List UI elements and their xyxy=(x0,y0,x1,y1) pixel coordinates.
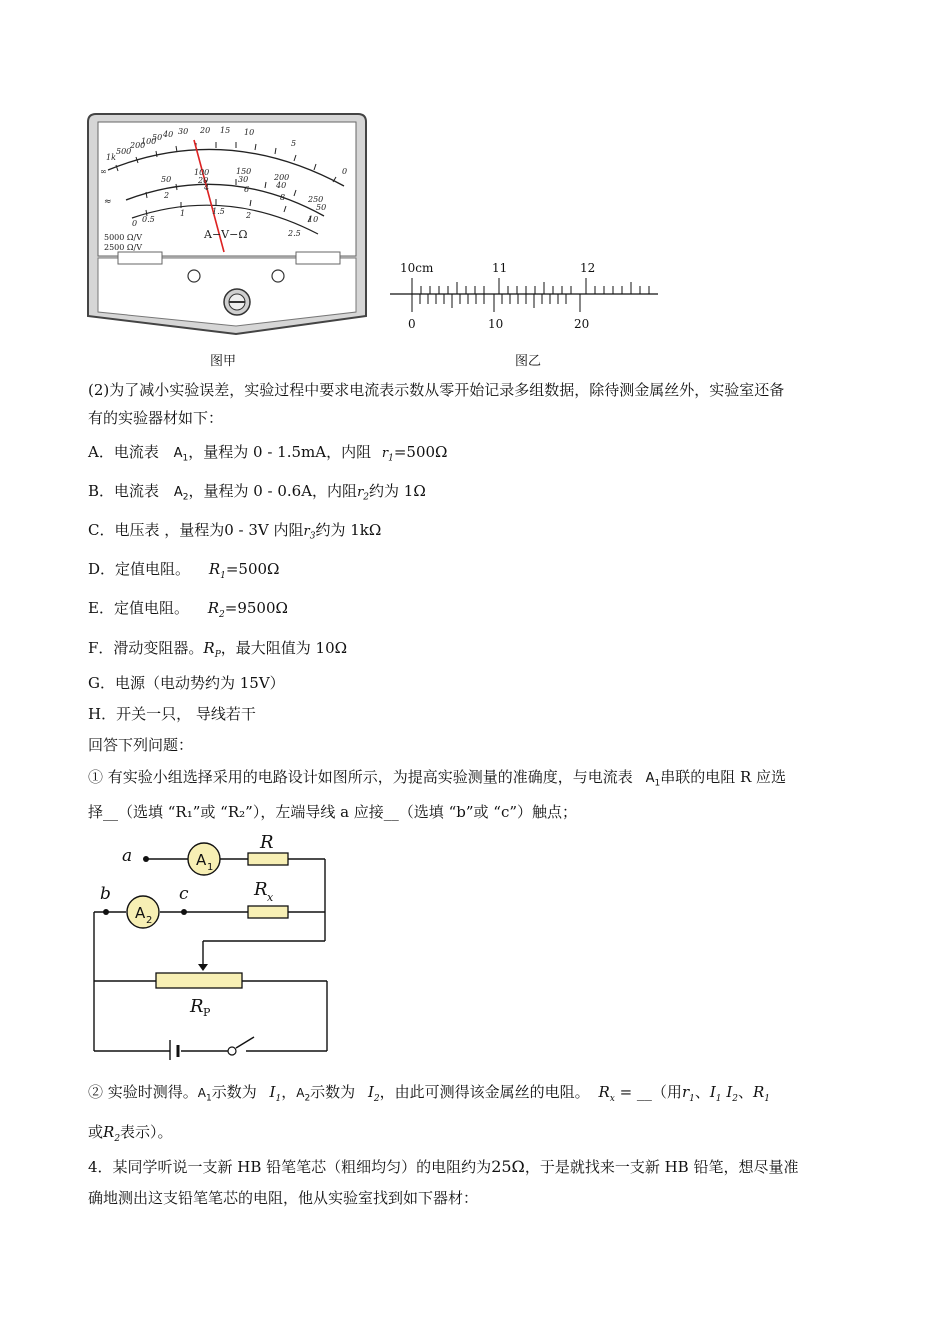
main-scale-label: 12 xyxy=(580,261,596,275)
option-f-tail: ，最大阻值为 10Ω xyxy=(220,639,348,657)
answer-prompt: 回答下列问题： xyxy=(88,736,194,754)
mid-tick-label: 200 xyxy=(274,173,290,182)
v-tick-label: 8 xyxy=(280,193,286,202)
option-d-prefix: D．定值电阻。 xyxy=(88,560,191,578)
rheostat-label: R xyxy=(190,996,204,1017)
meter-label: A−V−Ω xyxy=(204,228,248,241)
figure-jia-caption: 图甲 xyxy=(210,354,237,369)
mid-tick-label: 20 xyxy=(198,176,209,185)
q2-text-f: = __（用 xyxy=(619,1083,682,1101)
option-a-mid: ，量程为 0 - 1.5mA，内阻 xyxy=(188,443,372,461)
node-b-label: b xyxy=(100,884,111,904)
q2-i2: $I_2$ xyxy=(367,1083,380,1104)
option-c-prefix: C．电压表 ，量程为0 - 3V 内阻 xyxy=(88,521,304,539)
ammeter-a1-sub: 1 xyxy=(207,862,214,873)
low-tick-label: 2 xyxy=(246,211,252,220)
intro-line-2: 有的实验器材如下： xyxy=(88,409,224,427)
dc-ac-symbol: ≈ xyxy=(104,197,112,207)
vernier-figure xyxy=(390,258,660,334)
low-tick-label: 0 xyxy=(132,219,138,228)
ohm-tick-label: 0 xyxy=(342,167,348,176)
rheostat-sub: P xyxy=(203,1006,211,1019)
resistor-rx-label: R xyxy=(254,879,268,900)
option-f-r: $R_P$ xyxy=(203,639,221,660)
circuit-diagram xyxy=(86,828,336,1060)
low-tick-label: 1 xyxy=(180,209,186,218)
socket-left-icon xyxy=(188,270,200,282)
option-a-r: $r_1$ xyxy=(381,446,394,464)
mid-tick-label: 100 xyxy=(194,168,210,177)
q1-ammeter-symbol: $A_1$ xyxy=(645,771,661,789)
ohm-tick-label: 10 xyxy=(244,128,255,137)
option-f-prefix: F．滑动变阻器。 xyxy=(88,639,204,657)
q1-line-1-text: ① 有实验小组选择采用的电路设计如图所示，为提高实验测量的准确度，与电流表 xyxy=(88,768,633,786)
option-e xyxy=(88,598,288,625)
resistor-r-label: R xyxy=(260,832,274,853)
ohm-tick-label: 30 xyxy=(178,127,189,136)
ohm-tick-label: 5 xyxy=(291,139,297,148)
resistor-rx-sub: x xyxy=(267,891,274,904)
q4-line-1-tail: ，于是就找来一支新 HB 铅笔，想尽量准 xyxy=(524,1158,799,1176)
option-c-tail: 约为 1kΩ xyxy=(315,521,382,539)
node-a-dot xyxy=(143,856,149,862)
vernier-scale-label: 20 xyxy=(574,317,590,331)
q2-line-1 xyxy=(88,1082,770,1109)
main-scale-label: 11 xyxy=(492,261,508,275)
q2-text-b: 示数为 xyxy=(211,1083,257,1101)
q4-line-1-text: 4．某同学听说一支新 HB 铅笔笔芯（粗细均匀）的电阻约为 xyxy=(88,1158,492,1176)
ohm-tick-label: 40 xyxy=(163,130,174,139)
figure-yi-caption: 图乙 xyxy=(515,354,542,369)
option-d xyxy=(88,559,279,586)
option-f xyxy=(88,638,347,665)
ohm-tick-label: 15 xyxy=(220,126,231,135)
q2-a1-symbol: $A_1$ xyxy=(197,1086,212,1104)
option-b-r: $r_2$ xyxy=(357,485,370,503)
ohm-tick-label: 1k xyxy=(106,153,116,162)
option-b xyxy=(88,481,426,508)
mid-tick-label: 50 xyxy=(161,175,172,184)
ammeter-a2-sub: 2 xyxy=(146,915,153,926)
option-c xyxy=(88,520,381,547)
q2-i1: $I_1$ xyxy=(269,1083,282,1104)
q2-rx: $R_x$ xyxy=(598,1083,615,1104)
q2-text-e: ，由此可测得该金属丝的电阻。 xyxy=(379,1083,590,1101)
option-e-prefix: E．定值电阻。 xyxy=(88,599,189,617)
option-e-r: $R_2$ xyxy=(207,599,225,620)
ammeter-a1-label: A xyxy=(196,851,207,869)
node-c-dot xyxy=(181,909,187,915)
meter-spec2: 2500 Ω/V xyxy=(104,243,143,252)
option-h: H．开关一只， 导线若干 xyxy=(88,705,256,723)
vernier-scale-label: 0 xyxy=(408,317,416,331)
option-d-r: $R_1$ xyxy=(208,560,226,581)
q2-r1-var: $r_1$ xyxy=(681,1083,695,1104)
main-scale-label: 10cm xyxy=(400,261,434,275)
q2-text-i: 表示）。 xyxy=(120,1123,173,1141)
option-a xyxy=(88,442,447,469)
option-a-tail: =500Ω xyxy=(393,443,448,461)
mid-tick-label: 250 xyxy=(308,195,324,204)
q2-a2-symbol: $A_2$ xyxy=(296,1086,311,1104)
mid-tick-label: 40 xyxy=(276,181,287,190)
v-tick-label: 6 xyxy=(244,185,250,194)
q4-line-2: 确地测出这支铅笔笔芯的电阻，他从实验室找到如下器材： xyxy=(88,1189,479,1207)
option-e-tail: =9500Ω xyxy=(224,599,288,617)
q2-i1-var: $I_1$ xyxy=(709,1083,722,1104)
option-a-symbol: $A_1$ xyxy=(173,446,189,464)
intro-line-1: (2)为了减小实验误差，实验过程中要求电流表示数从零开始记录多组数据，除待测金属丝外，实验室还备 xyxy=(88,381,785,399)
socket-right-icon xyxy=(272,270,284,282)
vernier-scale-label: 10 xyxy=(488,317,504,331)
rheostat-icon xyxy=(156,973,242,988)
q2-text-c: ， xyxy=(281,1083,297,1101)
ammeter-a2-label: A xyxy=(135,904,146,922)
q1-line-1 xyxy=(88,767,786,794)
v-tick-label: 2 xyxy=(164,191,170,200)
ohm-tick-label: 500 xyxy=(116,147,132,156)
mid-tick-label: 150 xyxy=(236,167,252,176)
circuit-drawing xyxy=(86,828,336,1060)
switch-icon xyxy=(228,1047,236,1055)
q2-sep-1: 、 xyxy=(694,1083,710,1101)
q2-R2-var: $R_2$ xyxy=(103,1123,121,1144)
ohm-tick-label: 200 xyxy=(130,141,146,150)
q2-i2-var: $I_2$ xyxy=(726,1083,738,1104)
mid-tick-label: 50 xyxy=(316,203,327,212)
ohm-tick-label: 50 xyxy=(152,133,163,142)
multimeter-drawing xyxy=(86,112,368,338)
q4-line-1 xyxy=(88,1157,798,1177)
q2-R1-var: $R_1$ xyxy=(753,1083,771,1104)
q4-value: 25Ω xyxy=(491,1157,525,1176)
ohm-tick-label: ∞ xyxy=(100,167,107,176)
node-a-label: a xyxy=(122,846,133,866)
option-d-tail: =500Ω xyxy=(225,560,280,578)
multimeter-figure xyxy=(86,112,368,338)
option-g: G．电源（电动势约为 15V） xyxy=(88,674,285,692)
node-b-dot xyxy=(103,909,109,915)
low-tick-label: 2.5 xyxy=(288,229,301,238)
meter-spec1: 5000 Ω/V xyxy=(104,233,143,242)
low-tick-label: 1.5 xyxy=(212,207,225,216)
q2-sep-2: 、 xyxy=(737,1083,753,1101)
mid-tick-label: 30 xyxy=(238,175,249,184)
option-a-prefix: A．电流表 xyxy=(88,443,159,461)
option-b-prefix: B．电流表 xyxy=(88,482,160,500)
option-c-r: $r_3$ xyxy=(303,524,316,542)
q2-text-d: 示数为 xyxy=(310,1083,356,1101)
q1-line-2: 择__（选填 “R₁”或 “R₂”），左端导线 a 应接__（选填 “b”或 “c”）触点； xyxy=(88,803,578,821)
ohm-tick-label: 20 xyxy=(200,126,211,135)
v-tick-label: 10 xyxy=(308,215,319,224)
node-c-label: c xyxy=(179,884,189,904)
v-tick-label: 4 xyxy=(204,183,210,192)
option-b-mid: ，量程为 0 - 0.6A，内阻 xyxy=(188,482,358,500)
resistor-r-icon xyxy=(248,853,288,865)
q2-text-h: 或 xyxy=(88,1123,104,1141)
vernier-drawing xyxy=(390,258,660,334)
resistor-rx-icon xyxy=(248,906,288,918)
q2-line-2 xyxy=(88,1122,173,1149)
low-tick-label: 0.5 xyxy=(142,215,155,224)
q1-line-1-tail: 串联的电阻 R 应选 xyxy=(660,768,787,786)
ohm-tick-label: 100 xyxy=(141,137,157,146)
option-b-tail: 约为 1Ω xyxy=(369,482,426,500)
q2-text-a: ② 实验时测得。 xyxy=(88,1083,198,1101)
option-b-symbol: $A_2$ xyxy=(173,485,189,503)
